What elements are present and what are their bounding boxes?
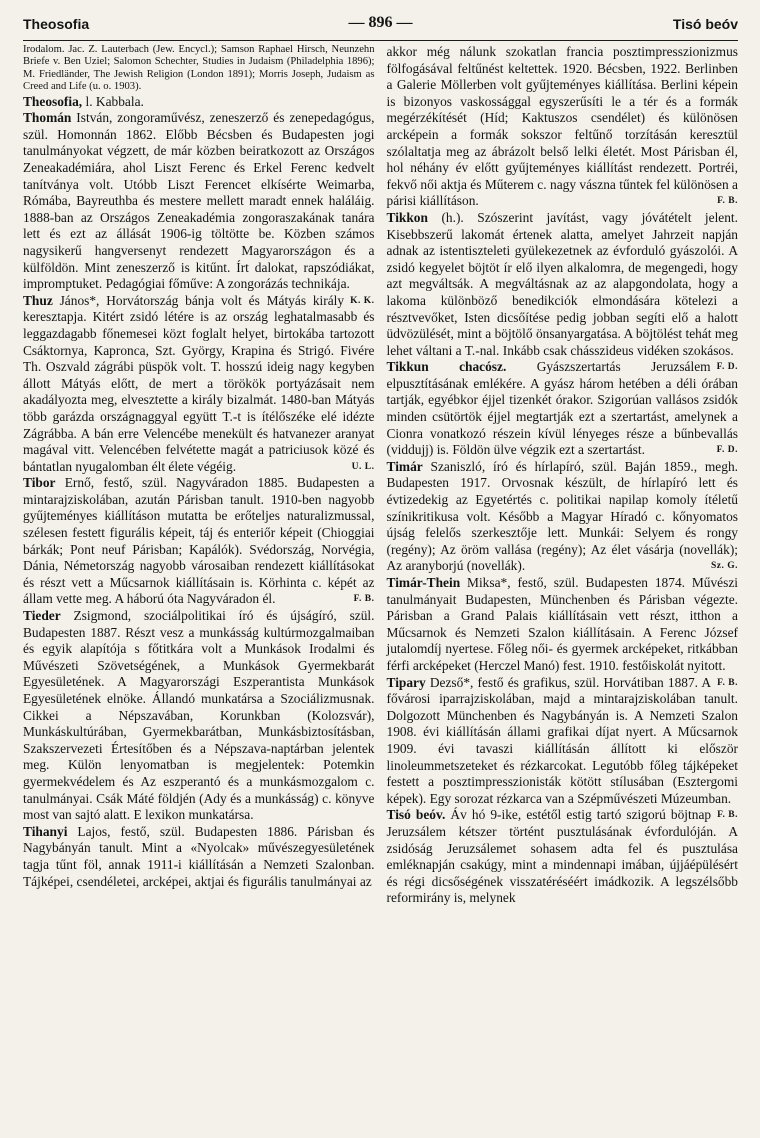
author-signature: F. D. <box>716 445 738 456</box>
entry-headword: Tibor <box>23 475 56 491</box>
author-signature: F. B. <box>717 677 738 688</box>
entry-headword: Thomán <box>23 110 72 126</box>
entry-headword: Tipary <box>386 674 426 690</box>
entry-headword: Tisó beóv. <box>386 807 446 823</box>
author-signature: Sz. G. <box>710 561 738 572</box>
entry-headword: Tikkun chacósz. <box>386 359 507 375</box>
entry-body: Zsigmond, szociálpolitikai író és újságíró, szül. Budapesten 1887. Részt vesz a munkásság kultúrmozgalmaiban és egyik alapítója s főtitkára volt a Munkások Irodalmi és Művészeti Szövetségének, a Munkások Gyermekbarát Egyesületének. A Magyarországi Eszperantista Munkások Egyesületének elnöke. Állandó munkatársa a Szociálizmusnak. Cikkei a Népszavában, Korunkban (Kolozsvár), Munkáskultúrában, Gyermekbarátban, Munkásbiztosításban, Szakszervezeti Értesítőben és a Népszava-naptárban jelentek meg. Külön lenyomatban is megjelentek: Potemkin gyermekvédelem és Az eszperantó és a munkásmozgalom c. tanulmányai. Csák Máté földjén (Ady és a munkásság) c. könyve most van sajtó alatt. E lexikon munkatársa. <box>23 608 375 823</box>
author-signature: F. B. <box>717 196 738 207</box>
lexicon-entry <box>387 807 739 907</box>
author-signature: K. K. <box>350 295 375 306</box>
entry-continuation <box>387 44 739 210</box>
entry-body: Lajos, festő, szül. Budapesten 1886. Párisban és Nagybányán tanult. Mint a «Nyolcak» művészegyesületének tagja tűnt föl, annak 1911-i kiállításán a Nemzeti Szalonban. Tájképei, csendéletei, arcképei, aktjai és figurális tanulmányai az <box>23 823 375 889</box>
entry-body: Gyászszertartás Jeruzsálem elpusztításának emlékére. A gyász három hetében a déli órában tartják, egyébkor éjjel tizenkét órakor. Szigorúan vallásos zsidók minden csütörtök éjjel megtartják ezt a szertartást, amelynek a Cionra vonatkozó részein kívül lényeges része a bűnbevallás (viddujj) is. Földön ülve végzik ezt a szertartást. <box>386 359 738 458</box>
entry-body: Áv hó 9-ike, estétől estig tartó szigorú böjtnap Jeruzsálem kétszer történt pusztulásának évfordulóján. A zsidóság Jeruzsálemet sohasem adta fel és pusztulása emléknapján csakúgy, mint a mindennapi imában, újjáépülésért és régi dicsőségének visszatéréséért imádkozik. A legszélsőbb reformirány is, melynek <box>386 807 738 906</box>
text-columns <box>23 44 738 907</box>
header-right-keyword: Tisó beóv <box>672 16 738 32</box>
lexicon-entry <box>23 608 375 824</box>
header-left-keyword: Theosofia <box>23 16 90 32</box>
right-column <box>387 44 739 907</box>
lexicon-entry <box>23 824 375 890</box>
author-signature: U. L. <box>351 461 375 472</box>
running-head <box>23 12 738 36</box>
entry-body: István, zongoraművész, zeneszerző és zenepedagógus, szül. Homonnán 1862. Előbb Bécsben és Budapesten jogi tanulmányokat végzett, de már közben beiratkozott az Országos Zeneakadémiára, ahol Liszt Ferenc és Erkel Ferenc kedvelt tanítványa volt. Utóbb Liszt Ferencet elkísérte Weimarba, Rómába, Bayreuthba és mestere mellett maradt ennek haláláig. 1888-ban az Országos Zeneakadémia zongoraszakának tanára lett és ezt az állását 1906-ig töltötte be. Közben számos nagysikerű hangversenyt rendezett Magyarországon és a külföldön. Mint zeneszerző is kitűnt. Írt dalokat, rapszódiákat, impromptuket. Pedagógiai főműve: A zongorázás technikája. <box>23 110 375 292</box>
entry-headword: Tikkon <box>386 209 428 225</box>
entry-headword: Timár-Thein <box>386 575 461 590</box>
page-number: — 896 — <box>348 14 413 31</box>
entry-body: János*, Horvátország bánja volt és Mátyás király keresztapja. Kitért zsidó létére is az ország leghatalmasabb és leggazdagabb főnemesei közt foglalt helyet, birtokába tartozott Csáktornya, Kapronca, Szt. György, Krapina és Strigó. Fivére Th. Oszvald zágrábi püspök volt. T. hosszú ideig nagy kegyben állott Mátyás előtt, de mert a törökök portyázásait nem akadályozta meg, elvesztette a király bizalmát. 1480-ban Mátyás több garázda országnaggyal együtt T.-t is ítélőszéke elé idézte Zágrábba. A bán erre Velencébe menekült és hatvanezer aranyat magával vitt. Velencében felvétette magát a patriciusok közé és bántatlan nyugalomban élt élete végéig. <box>23 292 375 474</box>
entry-body: Szaniszló, író és hírlapíró, szül. Baján 1859., megh. Budapesten 1917. Orvosnak készült, de hírlapíró lett és évtizedekig az Egyetértés c. politikai napilap komoly ítéletű színikritikusa volt. Később a Magyar Híradó c. kőnyomatos újság felelős szerkesztője lett. Munkái: Selyem és rongy (regény); Az öröm vallása (regény); Az élet vásárja (novellák); Az aranyborjú (novellák). <box>386 458 738 574</box>
entry-headword: Timár <box>386 458 423 474</box>
entry-headword: Tieder <box>23 608 61 624</box>
entry-body: (h.). Szószerint javítást, vagy jóvátételt jelent. Kisebbszerű lakomát értenek alatta, amelyet Jahrzeit napján adnak az istentiszteleti gyülekezetnek az évforduló gyászolói. A zsidó kegyelet böjtöt ír elő ilyen alkalomra, de megengedi, hogy azt megváltsák. A megváltásnak az az alapgondolata, hogy a lakoma különböző benedikciók elmondására kötelezi a résztvevőket, Isten dicsőítése pedig jobban segíti elő a halott üdvözülését, mint a böjtölő önsanyargatása. A böjtölést tehát meg lehet váltani a T.-nal. Inkább csak chásszideus vidéken szokásos. <box>386 209 738 358</box>
entry-body: Dezső*, festő és grafikus, szül. Horvátiban 1887. A fővárosi iparrajziskolában, majd a mintarajziskolában tanult. Dolgozott Münchenben és Nagybányán is. A Nemzeti Szalon 1908. évi kiállításán állami grafikai díjat nyert. A Műcsarnok 1909. évi tavaszi kiállításán állított ki először linoleummetszeteket és rézkarcokat. Legutóbb főleg tájképeket festett a posztimpresszionisták kötött stílusában (Esztergomi képek). Egy sorozat rézkarca van a Szépművészeti Múzeumban. <box>386 674 738 806</box>
entry-body: akkor még nálunk szokatlan francia posztimpresszionizmus fölfogásával feltűnést keltettek. 1920. Bécsben, 1922. Berlinben a Galerie Möllerben volt gyűjteményes kiállítása. Berlini képein is bizonyos vaskossággal egyszerűsíti le a tér és a formák megérzékítését (Híd; Kaktuszos csendélet) és különösen arcképein a formák sokszor feltűnő torzításán keresztül szólaltatja meg az ábrázolt belső lelki életét. Most Párisban él, hol néhány év előtt gyűjteményes kiállítást rendezett. Portréi, fekvő női aktja és Műterem c. nagy vászna tűntek fel különösen a párisi kiállításon. <box>386 44 738 209</box>
author-signature: F. B. <box>717 810 738 821</box>
lexicon-entry <box>23 293 375 476</box>
lexicon-entry <box>23 94 375 111</box>
bibliography-note: Irodalom. Jac. Z. Lauterbach (Jew. Encycl.); Samson Raphael Hirsch, Neunzehn Briefe v. Ben Uziel; Salomon Schechter, Studies in Judaism (Philadelphia 1896); M. Friedländer, The Jewish Religion (London 1891); Morris Joseph, Judaism as Creed and Life (u. o. 1903). <box>23 44 375 93</box>
entry-body: Ernő, festő, szül. Nagyváradon 1885. Budapesten a mintarajziskolában, azután Párisban tanult. 1910-ben nagyobb gyűjteményes kiállításon mutatta be erőteljes naturalizmussal, szélesen festett figurális képeit, táj és enteriőr képeit (Chioggiai bárkák; Pont neuf Párisban; Kapálók). Svédország, Norvégia, Dánia, Németország nagyobb városaiban rendezett kiállításokat és részt vett a Műcsarnok kiállításain is. Körhinta c. képét az állam vette meg. A háború óta Nagyváradon él. <box>23 475 375 607</box>
entry-headword: Theosofia, <box>23 93 83 109</box>
author-signature: F. B. <box>353 594 375 605</box>
left-column <box>23 44 375 907</box>
lexicon-entry <box>387 459 739 575</box>
entry-headword: Tihanyi <box>23 823 68 839</box>
entry-body: l. Kabbala. <box>82 93 144 109</box>
lexicon-entry <box>387 359 739 459</box>
header-rule <box>23 40 738 41</box>
lexicon-entry <box>23 475 375 608</box>
author-signature: F. D. <box>716 362 738 373</box>
entry-headword: Thuz <box>23 292 53 308</box>
entry-body: Miksa*, festő, szül. Budapesten 1874. Művészi tanulmányait Budapesten, Münchenben és Párisban végezte. Párisban a Grand Palais kiállításain vett részt, itthon a Műcsarnok és Nemzeti Szalon kiállításain. A Ferenc József jutalomdíj nyertese. Főleg női- és gyermek arcképeket, ritkábban férfi arcképeket (Herczel Manó) fest. 1910. festőiskolát nyitott. <box>386 575 738 673</box>
